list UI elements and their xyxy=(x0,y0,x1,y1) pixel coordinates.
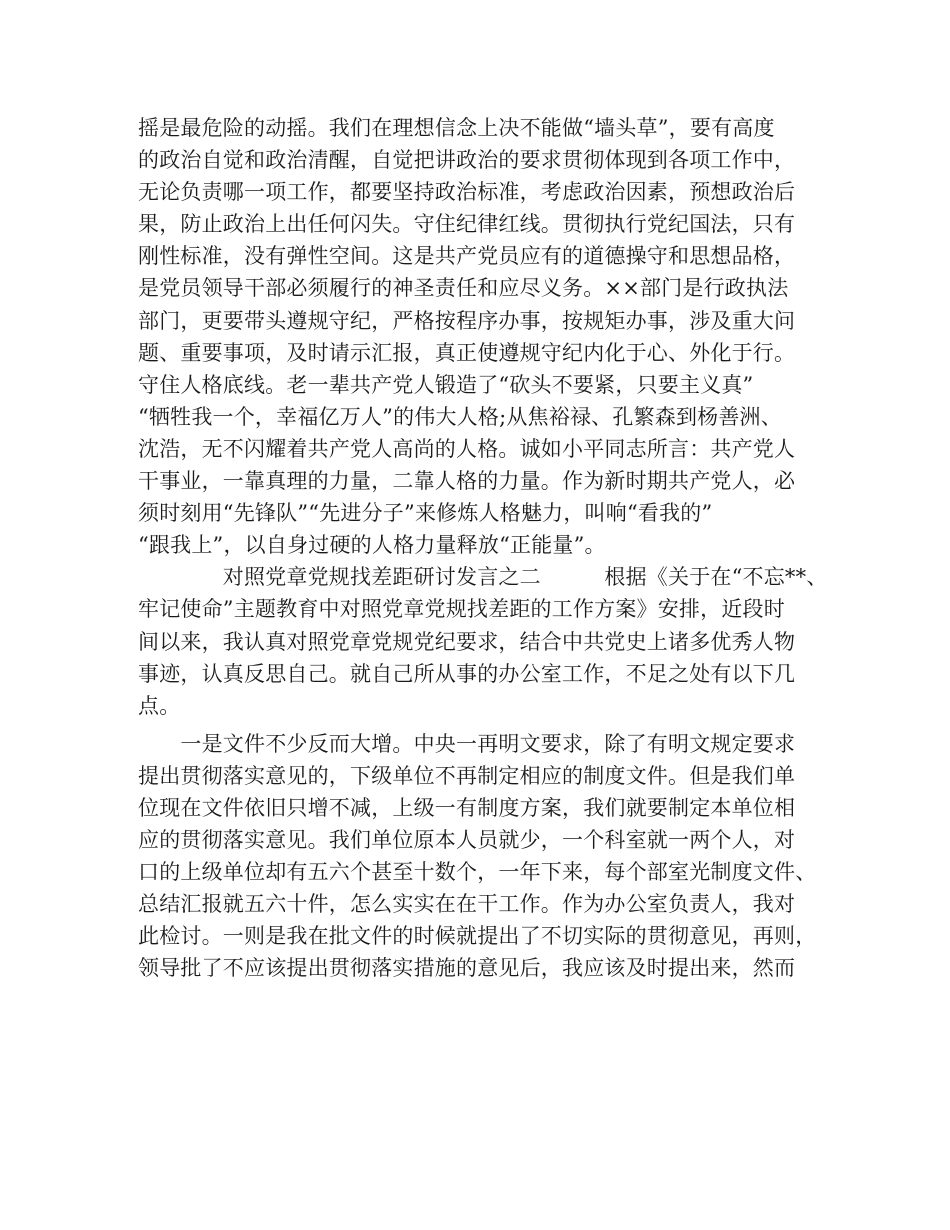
text-line-8: 题、重要事项，及时请示汇报，真正使遵规守纪内化于心、外化于行。 xyxy=(138,340,796,365)
text-line-9: 守住人格底线。老一辈共产党人锻造了“砍头不要紧，只要主义真” xyxy=(138,372,754,397)
text-line-3: 无论负责哪一项工作，都要坚持政治标准，考虑政治因素，预想政治后 xyxy=(138,180,796,205)
body-text xyxy=(138,112,828,985)
text-line-18: 事迹，认真反思自己。就自己所从事的办公室工作，不足之处有以下几 xyxy=(138,661,796,686)
text-line-24: 口的上级单位却有五六个甚至十数个，一年下来，每个部室光制度文件、 xyxy=(138,860,817,885)
text-line-14: “跟我上”，以自身过硬的人格力量释放“正能量”。 xyxy=(138,533,606,558)
text-line-10: “牺牲我一个，幸福亿万人”的伟大人格;从焦裕禄、孔繁森到杨善洲、 xyxy=(138,404,782,429)
text-line-21: 提出贯彻落实意见的，下级单位不再制定相应的制度文件。但是我们单 xyxy=(138,763,796,788)
text-line-16: 牢记使命”主题教育中对照党章党规找差距的工作方案》安排，近段时 xyxy=(138,597,785,622)
text-line-2: 的政治自觉和政治清醒，自觉把讲政治的要求贯彻体现到各项工作中， xyxy=(138,148,796,173)
text-line-22: 位现在文件依旧只增不减，上级一有制度方案，我们就要制定本单位相 xyxy=(138,795,796,820)
text-line-23: 应的贯彻落实意见。我们单位原本人员就少，一个科室就一两个人，对 xyxy=(138,828,796,853)
text-line-5: 刚性标准，没有弹性空间。这是共产党员应有的道德操守和思想品格， xyxy=(138,244,796,269)
text-line-19: 点。 xyxy=(138,693,181,718)
text-line-6: 是党员领导干部必须履行的神圣责任和应尽义务。××部门是行政执法 xyxy=(138,276,789,301)
text-line-7: 部门，更要带头遵规守纪，严格按程序办事，按规矩办事，涉及重大问 xyxy=(138,308,796,333)
text-line-1: 摇是最危险的动摇。我们在理想信念上决不能做“墙头草”，要有高度 xyxy=(138,116,775,140)
text-line-4: 果，防止政治上出任何闪失。守住纪律红线。贯彻执行党纪国法，只有 xyxy=(138,212,796,237)
text-line-17: 间以来，我认真对照党章党规党纪要求，结合中共党史上诸多优秀人物 xyxy=(138,629,796,654)
text-line-27: 领导批了不应该提出贯彻落实措施的意见后，我应该及时提出来，然而 xyxy=(138,956,796,981)
text-line-11: 沈浩，无不闪耀着共产党人高尚的人格。诚如小平同志所言：共产党人 xyxy=(138,436,796,461)
text-line-12: 干事业，一靠真理的力量，二靠人格的力量。作为新时期共产党人，必 xyxy=(138,469,796,494)
text-line-13: 须时刻用“先锋队”“先进分子”来修炼人格魅力，叫响“看我的” xyxy=(138,501,713,526)
section-heading-line: 对照党章党规找差距研讨发言之二 根据《关于在“不忘**、 xyxy=(138,565,828,590)
text-line-26: 此检讨。一则是我在批文件的时候就提出了不切实际的贯彻意见，再则， xyxy=(138,924,817,949)
text-line-25: 总结汇报就五六十件，怎么实实在在干工作。作为办公室负责人，我对 xyxy=(138,892,796,917)
text-line-20: 一是文件不少反而大增。中央一再明文要求，除了有明文规定要求 xyxy=(138,731,796,756)
